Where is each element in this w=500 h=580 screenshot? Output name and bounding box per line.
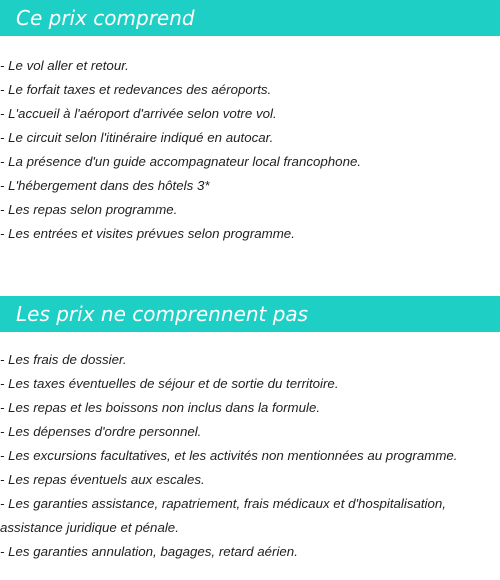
excluded-list (0, 348, 500, 564)
list-item: - Les entrées et visites prévues selon programme. (0, 226, 295, 241)
list-item: - Les excursions facultatives, et les activités non mentionnées au programme. (0, 448, 458, 463)
list-item: - Les dépenses d'ordre personnel. (0, 424, 202, 439)
list-item: - Les repas selon programme. (0, 202, 178, 217)
included-section-title: Ce prix comprend (16, 6, 195, 30)
list-item: - Les taxes éventuelles de séjour et de sortie du territoire. (0, 376, 339, 391)
list-item: - Les garanties annulation, bagages, retard aérien. (0, 544, 298, 559)
list-item: - Les frais de dossier. (0, 352, 127, 367)
list-item: - Les repas et les boissons non inclus dans la formule. (0, 400, 321, 415)
excluded-section-header (0, 296, 500, 332)
included-list (0, 54, 500, 246)
list-item: - Le vol aller et retour. (0, 58, 129, 73)
list-item: - L'accueil à l'aéroport d'arrivée selon votre vol. (0, 106, 277, 121)
list-item: - Le circuit selon l'itinéraire indiqué en autocar. (0, 130, 274, 145)
list-item: - Le forfait taxes et redevances des aéroports. (0, 82, 272, 97)
list-item: - Les garanties assistance, rapatriement, frais médicaux et d'hospitalisation, assistance juridique et pénale. (0, 496, 446, 535)
included-section-header (0, 0, 500, 36)
list-item: - L'hébergement dans des hôtels 3* (0, 178, 210, 193)
list-item: - Les repas éventuels aux escales. (0, 472, 205, 487)
excluded-section-title: Les prix ne comprennent pas (16, 302, 309, 326)
list-item: - La présence d'un guide accompagnateur local francophone. (0, 154, 362, 169)
